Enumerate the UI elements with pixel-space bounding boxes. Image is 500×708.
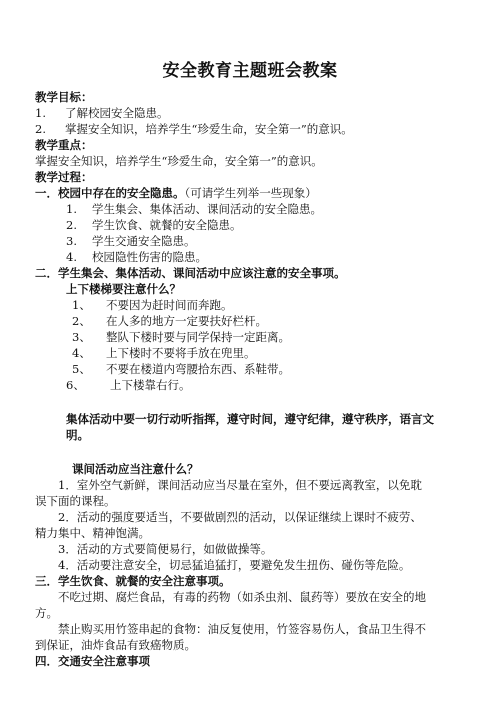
goal-number: 1.	[35, 106, 46, 120]
section2-heading: 二．学生集会、集体活动、课间活动中应该注意的安全事项。	[35, 266, 346, 280]
item-number: 1.	[66, 202, 77, 216]
item-number: 6、	[66, 378, 85, 392]
section3-paragraph-line: 方。	[35, 606, 58, 620]
item-text: 学生集会、集体活动、课间活动的安全隐患。	[92, 202, 322, 216]
break-item-line: 3．活动的方式要简便易行，如做做操等。	[58, 542, 273, 556]
section1-item	[66, 202, 322, 216]
stairs-item	[72, 330, 290, 344]
section1-note: （可请学生列举一些现象）	[184, 186, 317, 200]
stairs-item	[72, 346, 256, 360]
item-text: 校园隐性伤害的隐患。	[92, 250, 207, 264]
item-number: 3.	[66, 234, 77, 248]
item-text: 整队下楼时要与同学保持一定距离。	[106, 330, 290, 344]
goals-heading: 教学目标：	[35, 90, 93, 104]
item-number: 2、	[72, 314, 91, 328]
item-number: 4、	[72, 346, 91, 360]
collective-activity-line: 明。	[66, 428, 89, 442]
goal-text: 掌握安全知识，培养学生“珍爱生命，安全第一”的意识。	[65, 122, 353, 136]
item-number: 4.	[66, 250, 77, 264]
stairs-item	[66, 378, 191, 392]
item-number: 2.	[66, 218, 77, 232]
item-number: 5、	[72, 362, 91, 376]
goal-item	[35, 106, 169, 120]
item-number: 1、	[72, 298, 91, 312]
item-text: 在人多的地方一定要扶好栏杆。	[106, 314, 267, 328]
goal-item	[35, 122, 353, 136]
item-text: 上下楼靠右行。	[110, 378, 191, 392]
break-item-line: 2．活动的强度要适当，不要做剧烈的活动，以保证继续上课时不疲劳、	[58, 510, 422, 524]
break-item-line: 误下面的课程。	[35, 494, 116, 508]
collective-activity-line: 集体活动中要一切行动听指挥，遵守时间，遵守纪律，遵守秩序，语言文	[66, 412, 434, 426]
item-text: 不要因为赶时间而奔跑。	[106, 298, 233, 312]
break-heading: 课间活动应当注意什么？	[72, 462, 199, 476]
section3-paragraph-line: 到保证，油炸食品有致癌物质。	[35, 638, 196, 652]
section1-heading-line	[35, 186, 317, 200]
section1-item	[66, 234, 196, 248]
section3-paragraph-line: 不吃过期、腐烂食品，有毒的药物（如杀虫剂、鼠药等）要放在安全的地	[58, 590, 426, 604]
section1-heading: 一．校园中存在的安全隐患。	[35, 186, 185, 200]
process-heading: 教学过程：	[35, 170, 93, 184]
document-title: 安全教育主题班会教案	[162, 61, 338, 81]
item-number: 3、	[72, 330, 91, 344]
section3-heading: 三．学生饮食、就餐的安全注意事项。	[35, 574, 231, 588]
focus-text: 掌握安全知识，培养学生“珍爱生命，安全第一”的意识。	[35, 154, 323, 168]
break-item-line: 4．活动要注意安全，切忌猛追猛打，要避免发生扭伤、碰伤等危险。	[58, 558, 411, 572]
stairs-item	[72, 314, 267, 328]
item-text: 学生交通安全隐患。	[92, 234, 196, 248]
goal-number: 2.	[35, 122, 46, 136]
section3-paragraph-line: 禁止购买用竹签串起的食物：油反复使用，竹签容易伤人，食品卫生得不	[58, 622, 426, 636]
section1-item	[66, 218, 242, 232]
stairs-item	[72, 298, 233, 312]
stairs-heading: 上下楼梯要注意什么？	[66, 282, 181, 296]
break-item-line: 精力集中、精神饱满。	[35, 526, 150, 540]
stairs-item	[72, 362, 290, 376]
section1-item	[66, 250, 207, 264]
item-text: 上下楼时不要将手放在兜里。	[106, 346, 256, 360]
break-item-line: 1．室外空气新鲜，课间活动应当尽量在室外，但不要远离教室，以免耽	[58, 478, 422, 492]
focus-heading: 教学重点：	[35, 138, 93, 152]
section4-heading: 四．交通安全注意事项	[35, 654, 150, 668]
goal-text: 了解校园安全隐患。	[65, 106, 169, 120]
item-text: 学生饮食、就餐的安全隐患。	[92, 218, 242, 232]
item-text: 不要在楼道内弯腰拾东西、系鞋带。	[106, 362, 290, 376]
